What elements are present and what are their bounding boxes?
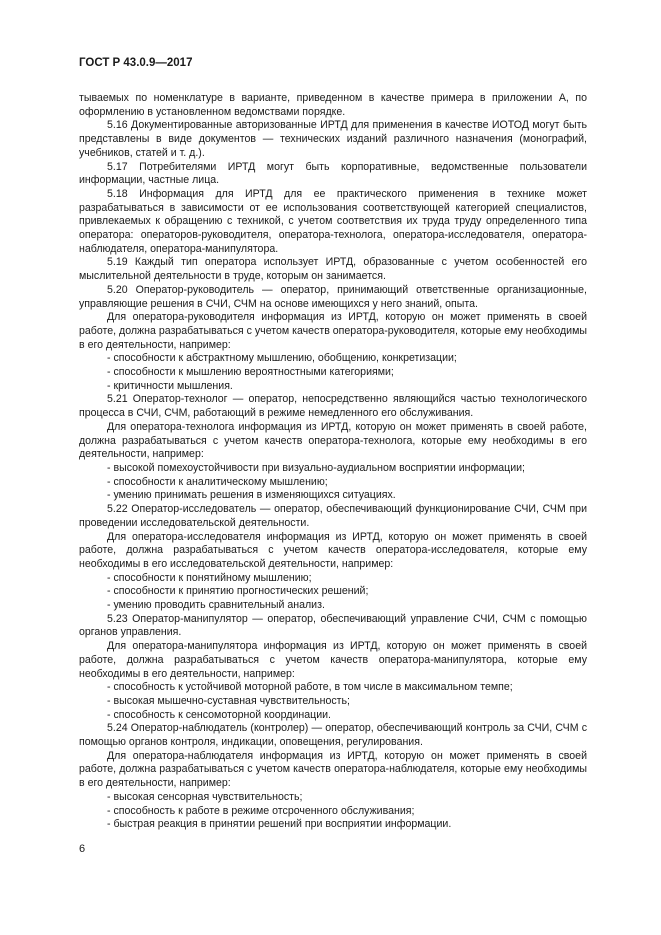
paragraph: 5.18 Информация для ИРТД для ее практического применения в технике может разрабатываться в зависимости от ее использования соответствующей категорией специалистов, привлекаемых к обращению с техникой, с учетом соответствия их труда труду определенного типа оператора: операторов-руководителя, оператора-технолога, оператора-исследователя, оператора-наблюдателя, оператора-манипулятора.: [79, 187, 587, 255]
bullet-item: - высокой помехоустойчивости при визуально-аудиальном восприятии информации;: [107, 461, 526, 474]
paragraph: Для оператора-манипулятора информация из ИРТД, которую он может применять в своей работе, должна разрабатываться с учетом качеств оператора-манипулятора, которые ему необходимы в его деятельности, например:: [79, 640, 587, 680]
paragraph: 5.20 Оператор-руководитель — оператор, принимающий ответственные организационные, управляющие решения в СЧИ, СЧМ на основе имеющихся у него знаний, опыта.: [79, 283, 587, 310]
paragraph: 5.24 Оператор-наблюдатель (контролер) — оператор, обеспечивающий контроль за СЧИ, СЧМ с помощью органов контроля, индикации, оповещения, регулирования.: [79, 722, 587, 749]
paragraph: 5.22 Оператор-исследователь — оператор, обеспечивающий функционирование СЧИ, СЧМ при проведении исследовательской деятельности.: [79, 503, 587, 529]
bullet-item: - способности к аналитическому мышлению;: [107, 475, 328, 488]
bullet-item: - способности к понятийному мышлению;: [107, 571, 312, 584]
bullet-item: - высокая мышечно-суставная чувствительность;: [107, 694, 350, 707]
bullet-item: - умению принимать решения в изменяющихся ситуациях.: [107, 489, 396, 502]
bullet-item: - способность к сенсомоторной координации.: [107, 708, 331, 721]
page-number: 6: [79, 843, 86, 855]
paragraph: 5.17 Потребителями ИРТД могут быть корпоративные, ведомственные пользователи информации, частные лица.: [79, 160, 587, 187]
paragraph: Для оператора-технолога информация из ИРТД, которую он может применять в своей работе, должна разрабатываться с учетом качеств оператора-технолога, которые ему необходимы в его деятельности, например:: [79, 420, 587, 461]
document-header-title: ГОСТ Р 43.0.9—2017: [79, 57, 193, 69]
bullet-item: - способности к принятию прогностических решений;: [107, 585, 369, 598]
bullet-item: - высокая сенсорная чувствительность;: [107, 790, 303, 803]
bullet-item: - умению проводить сравнительный анализ.: [107, 599, 325, 612]
bullet-item: - критичности мышления.: [107, 379, 233, 392]
document-body: [79, 92, 587, 832]
paragraph: тываемых по номенклатуре в варианте, приведенном в качестве примера в приложении А, по оформлению в установленном ведомствами порядке.: [79, 92, 587, 118]
paragraph: 5.16 Документированные авторизованные ИРТД для применения в качестве ИОТОД могут быть представлены в виде документов — технических изданий различного назначения (монографий, учебников, статей и т. д.).: [79, 119, 587, 159]
paragraph: 5.21 Оператор-технолог — оператор, непосредственно являющийся частью технологического процесса в СЧИ, СЧМ, работающий в режиме немедленного его обслуживания.: [79, 393, 587, 420]
paragraph: 5.23 Оператор-манипулятор — оператор, обеспечивающий управление СЧИ, СЧМ с помощью органов управления.: [79, 612, 587, 639]
paragraph: Для оператора-исследователя информация из ИРТД, которую он может применять в своей работе, должна разрабатываться с учетом качеств оператора-исследователя, которые ему необходимы в его исследовательской деятельности, например:: [79, 530, 587, 570]
bullet-item: - способности к абстрактному мышлению, обобщению, конкретизации;: [107, 352, 457, 365]
paragraph: 5.19 Каждый тип оператора использует ИРТД, образованные с учетом особенностей его мыслительной деятельности в труде, которым он занимается.: [79, 256, 587, 283]
bullet-item: - способность к устойчивой моторной работе, в том числе в максимальном темпе;: [107, 681, 513, 694]
bullet-item: - быстрая реакция в принятии решений при восприятии информации.: [107, 818, 452, 831]
bullet-item: - способности к мышлению вероятностными категориями;: [107, 366, 394, 379]
bullet-item: - способность к работе в режиме отсроченного обслуживания;: [107, 804, 415, 817]
paragraph: Для оператора-наблюдателя информация из ИРТД, которую он может применять в своей работе, должна разрабатываться с учетом качеств оператора-наблюдателя, которые ему необходимы в его деятельности, например:: [79, 749, 587, 790]
paragraph: Для оператора-руководителя информация из ИРТД, которую он может применять в своей работе, должна разрабатываться с учетом качеств оператора-руководителя, которые ему необходимы в его деятельности, например:: [79, 311, 587, 351]
